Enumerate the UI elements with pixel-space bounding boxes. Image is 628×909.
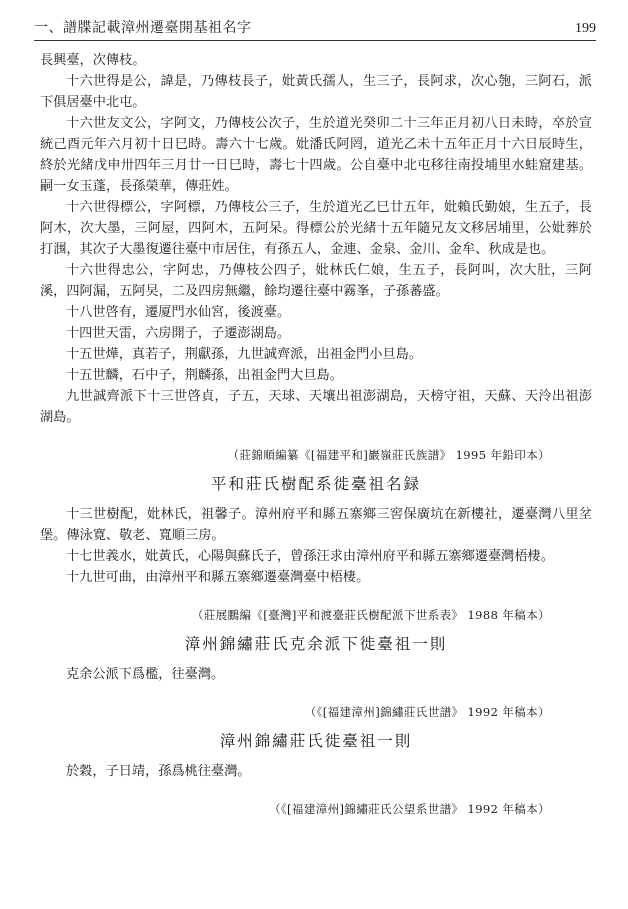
citation: （《[福建漳州]錦繡莊氏世譜》 1992 年稿本） [304,705,550,719]
citation: （莊展鵬編《[臺灣]平和渡臺莊氏樹配派下世系表》 1988 年稿本） [191,608,550,622]
paragraph: 長興臺，次傳枝。 [40,53,146,68]
paragraph: 十九世可曲，由漳州平和縣五寨鄉遷臺灣臺中梧棲。 [66,570,370,585]
paragraph: 十八世啓有，遷厦門水仙宮，後渡臺。 [66,305,291,320]
paragraph: 十五世麟，石中子，荆麟孫，出祖金門大旦島。 [66,368,343,383]
section-title: 平和莊氏樹配系徙臺祖名録 [210,475,421,493]
paragraph: 十六世友文公，字阿文，乃傳枝公次子，生於道光癸卯二十三年正月初八日未時，卒於宣統己酉元年六月初十日巳時。壽六十七歲。妣潘氏阿罔，道光乙未十五年正月十六日辰時生，終於光緒戊申卅四年三月廿一日巳時，壽七十四歲。公自臺中北屯移往南投埔里水蛙窟建基。嗣一女玉蓬，長孫榮華，傳莊姓。 [40,116,592,194]
page-number: 199 [575,21,596,36]
page-body [40,50,592,826]
chapter-title: 一、譜牒記載漳州遷臺開基祖名字 [34,20,252,36]
section-title: 漳州錦繡莊氏克余派下徙臺祖一則 [184,635,448,653]
section-title: 漳州錦繡莊氏徙臺祖一則 [219,732,413,750]
paragraph: 十五世燁，真若子，荆獻孫，九世誠齊派，出祖金門小旦島。 [66,347,423,362]
paragraph: 克余公派下爲檻，往臺灣。 [66,667,225,682]
paragraph: 十七世義水，妣黃氏，心陽與蘇氏子，曾孫汪求由漳州府平和縣五寨鄉遷臺灣梧棲。 [66,549,554,564]
paragraph: 十六世得標公，字阿標，乃傳枝公三子，生於道光乙巳廿五年，妣賴氏勤娘，生五子，長阿木，次大墨，三阿屋，四阿木，五阿呆。得標公於光緒十五年隨兄友文移居埔里，公妣葬於打涠，其次子大墨復遷往臺中市居住，有孫五人，金連、金泉、金川、金牟、秋成是也。 [40,200,592,257]
citation: （《[福建漳州]錦繡莊氏公望系世譜》 1992 年稿本） [269,802,550,816]
citation: （莊錦順編纂《[福建平和]巖嶺莊氏族譜》 1995 年鉛印本） [227,448,550,462]
paragraph: 於穀，子日靖，孫爲桃往臺灣。 [66,764,251,779]
paragraph: 九世誠齊派下十三世啓貞，子五，天球、天壤出祖澎湖島，天榜守祖，天蘇、天泠出祖澎湖島。 [40,389,592,425]
paragraph: 十三世樹配，妣林氏，祖馨子。漳州府平和縣五寨鄉三窖保廣坑在新樓社，遷臺灣八里坌堡。傳泳寛、敬老、寬順三房。 [40,507,592,543]
paragraph: 十六世得是公，諱是，乃傳枝長子，妣黃氏孺人，生三子，長阿求，次心匏，三阿石，派下俱居臺中北屯。 [40,74,592,110]
paragraph: 十四世天雷，六房開子，子遷澎湖島。 [66,326,291,341]
paragraph: 十六世得忠公，字阿忠，乃傳枝公四子，妣林氏仁娘，生五子，長阿叫，次大肚，三阿溪，四阿漏，五阿旲，二及四房無繼，餘均遷往臺中霧峯，子孫蕃盛。 [40,263,592,299]
running-header [34,18,596,41]
